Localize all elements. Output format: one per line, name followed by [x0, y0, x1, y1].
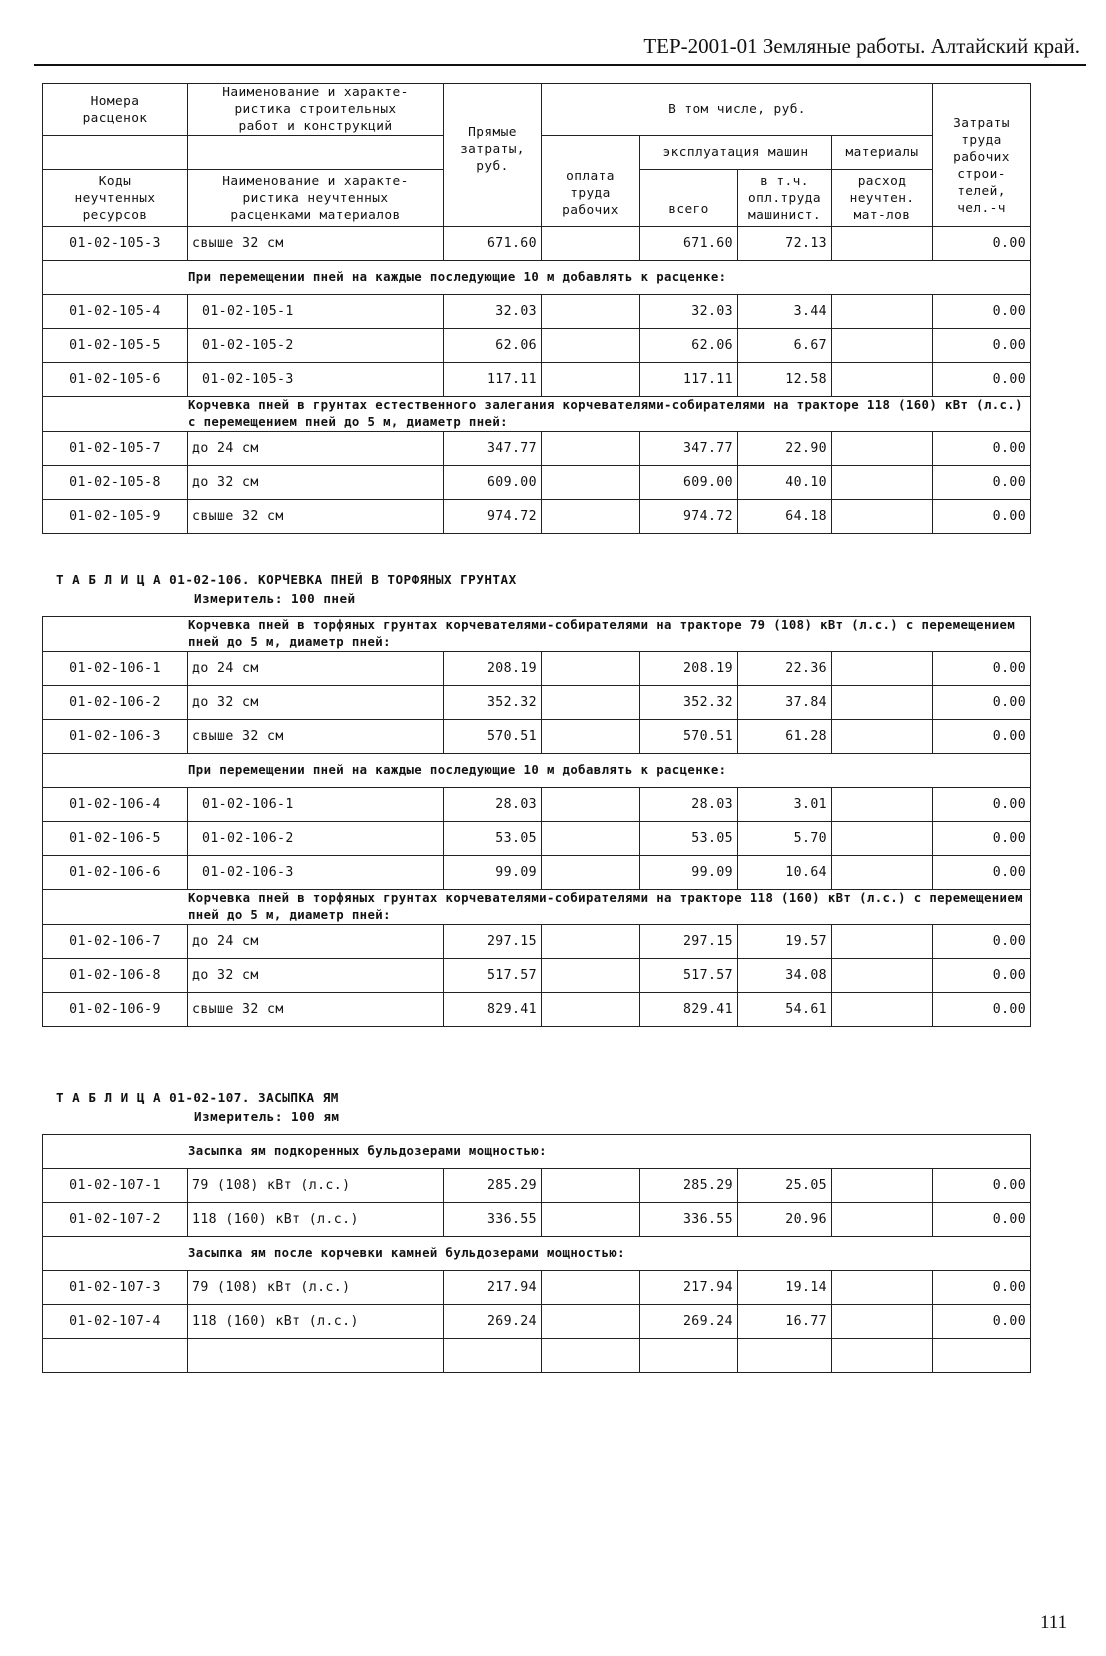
running-header: ТЕР-2001-01 Земляные работы. Алтайский край. [643, 34, 1080, 58]
rate-code-cell: 01-02-105-5 [43, 329, 188, 363]
row-group [43, 1135, 1031, 1169]
row-group [43, 1169, 1031, 1237]
operator-wages-cell: 6.67 [738, 329, 832, 363]
rate-code-cell: 01-02-106-4 [43, 788, 188, 822]
row-group [43, 295, 1031, 397]
materials-cell [832, 329, 933, 363]
materials-cell [832, 1203, 933, 1237]
table-row [43, 227, 1031, 261]
rate-code-cell: 01-02-105-9 [43, 500, 188, 534]
labor-costs-cell: 0.00 [933, 295, 1031, 329]
table-106-measure: Измеритель: 100 пней [194, 591, 356, 606]
machines-total-cell: 352.32 [640, 686, 738, 720]
table-row [43, 925, 1031, 959]
empty-cell [542, 1339, 640, 1373]
machines-total-cell: 28.03 [640, 788, 738, 822]
materials-cell [832, 822, 933, 856]
row-group [43, 227, 1031, 261]
empty-cell [640, 1339, 738, 1373]
operator-wages-cell: 22.90 [738, 432, 832, 466]
col-machines-total-header: всего [640, 170, 738, 227]
machines-total-cell: 347.77 [640, 432, 738, 466]
row-group [43, 788, 1031, 890]
operator-wages-cell: 54.61 [738, 993, 832, 1027]
labor-costs-cell: 0.00 [933, 466, 1031, 500]
work-name-cell: 01-02-105-3 [188, 363, 444, 397]
machines-total-cell: 117.11 [640, 363, 738, 397]
table-107-measure: Измеритель: 100 ям [194, 1109, 340, 1124]
direct-costs-cell: 517.57 [444, 959, 542, 993]
workers-wages-cell [542, 652, 640, 686]
materials-cell [832, 432, 933, 466]
labor-costs-cell: 0.00 [933, 500, 1031, 534]
machines-total-cell: 208.19 [640, 652, 738, 686]
operator-wages-cell: 16.77 [738, 1305, 832, 1339]
header-spacer [188, 136, 444, 170]
work-name-cell: до 32 см [188, 686, 444, 720]
table-row [43, 1305, 1031, 1339]
work-name-cell: 118 (160) кВт (л.с.) [188, 1305, 444, 1339]
table-row [43, 652, 1031, 686]
labor-costs-cell: 0.00 [933, 329, 1031, 363]
materials-cell [832, 500, 933, 534]
machines-total-cell: 671.60 [640, 227, 738, 261]
workers-wages-cell [542, 1203, 640, 1237]
table-107-title: Т А Б Л И Ц А 01-02-107. ЗАСЫПКА ЯМ [56, 1090, 339, 1105]
direct-costs-cell: 62.06 [444, 329, 542, 363]
materials-cell [832, 363, 933, 397]
workers-wages-cell [542, 500, 640, 534]
operator-wages-cell: 22.36 [738, 652, 832, 686]
workers-wages-cell [542, 1305, 640, 1339]
workers-wages-cell [542, 1271, 640, 1305]
labor-costs-cell: 0.00 [933, 686, 1031, 720]
col-work-name-header: Наименование и характе- ристика строительных работ и конструкций [188, 84, 444, 136]
rate-code-cell: 01-02-105-8 [43, 466, 188, 500]
operator-wages-cell: 19.57 [738, 925, 832, 959]
work-name-cell: до 32 см [188, 959, 444, 993]
labor-costs-cell: 0.00 [933, 432, 1031, 466]
operator-wages-cell: 34.08 [738, 959, 832, 993]
rate-code-cell: 01-02-106-2 [43, 686, 188, 720]
workers-wages-cell [542, 363, 640, 397]
empty-cell [738, 1339, 832, 1373]
operator-wages-cell: 25.05 [738, 1169, 832, 1203]
labor-costs-cell: 0.00 [933, 720, 1031, 754]
operator-wages-cell: 19.14 [738, 1271, 832, 1305]
table-row [43, 1169, 1031, 1203]
direct-costs-cell: 99.09 [444, 856, 542, 890]
col-rate-numbers-header: Номера расценок [43, 84, 188, 136]
machines-total-cell: 269.24 [640, 1305, 738, 1339]
empty-cell [43, 1339, 188, 1373]
work-name-cell: 01-02-106-2 [188, 822, 444, 856]
direct-costs-cell: 117.11 [444, 363, 542, 397]
table-106-caption [56, 570, 517, 608]
table-row [43, 1271, 1031, 1305]
materials-cell [832, 686, 933, 720]
machines-total-cell: 517.57 [640, 959, 738, 993]
rates-table-105 [42, 83, 1031, 534]
direct-costs-cell: 570.51 [444, 720, 542, 754]
direct-costs-cell: 269.24 [444, 1305, 542, 1339]
row-group [43, 432, 1031, 534]
rate-code-cell: 01-02-107-4 [43, 1305, 188, 1339]
row-group [43, 754, 1031, 788]
direct-costs-cell: 336.55 [444, 1203, 542, 1237]
table-106-title: Т А Б Л И Ц А 01-02-106. КОРЧЕВКА ПНЕЙ В ТОРФЯНЫХ ГРУНТАХ [56, 572, 517, 587]
rates-table-106 [42, 616, 1031, 1027]
rate-code-cell: 01-02-105-6 [43, 363, 188, 397]
row-group [43, 1237, 1031, 1271]
workers-wages-cell [542, 822, 640, 856]
labor-costs-cell: 0.00 [933, 925, 1031, 959]
workers-wages-cell [542, 432, 640, 466]
direct-costs-cell: 352.32 [444, 686, 542, 720]
labor-costs-cell: 0.00 [933, 1169, 1031, 1203]
machines-total-cell: 53.05 [640, 822, 738, 856]
rate-code-cell: 01-02-105-7 [43, 432, 188, 466]
work-name-cell: свыше 32 см [188, 720, 444, 754]
materials-cell [832, 1271, 933, 1305]
work-name-cell: свыше 32 см [188, 500, 444, 534]
machines-total-cell: 609.00 [640, 466, 738, 500]
col-labor-costs-header: Затраты труда рабочих строи- телей, чел.-ч [933, 84, 1031, 227]
work-name-cell: 79 (108) кВт (л.с.) [188, 1271, 444, 1305]
operator-wages-cell: 40.10 [738, 466, 832, 500]
direct-costs-cell: 28.03 [444, 788, 542, 822]
materials-cell [832, 959, 933, 993]
col-direct-costs-header: Прямые затраты, руб. [444, 84, 542, 227]
table-row [43, 329, 1031, 363]
table-row [43, 959, 1031, 993]
machines-total-cell: 99.09 [640, 856, 738, 890]
workers-wages-cell [542, 720, 640, 754]
group-title: Засыпка ям после корчевки камней бульдозерами мощностью: [43, 1237, 1031, 1271]
col-including-header: В том числе, руб. [542, 84, 933, 136]
group-title: Корчевка пней в грунтах естественного залегания корчевателями-собирателями на тракторе 118 (160) кВт (л.с.) с перемещением пней до 5 м, диаметр пней: [43, 397, 1031, 432]
workers-wages-cell [542, 295, 640, 329]
materials-cell [832, 925, 933, 959]
group-title: При перемещении пней на каждые последующие 10 м добавлять к расценке: [43, 754, 1031, 788]
machines-total-cell: 829.41 [640, 993, 738, 1027]
col-material-consumption-header: расход неучтен. мат-лов [832, 170, 933, 227]
materials-cell [832, 720, 933, 754]
work-name-cell: 01-02-106-1 [188, 788, 444, 822]
labor-costs-cell: 0.00 [933, 1271, 1031, 1305]
operator-wages-cell: 5.70 [738, 822, 832, 856]
header-rule [34, 64, 1086, 66]
group-title: Корчевка пней в торфяных грунтах корчевателями-собирателями на тракторе 79 (108) кВт (л.с.) с перемещением пней до 5 м, диаметр пней: [43, 617, 1031, 652]
row-group [43, 1271, 1031, 1339]
direct-costs-cell: 671.60 [444, 227, 542, 261]
machines-total-cell: 336.55 [640, 1203, 738, 1237]
rate-code-cell: 01-02-107-2 [43, 1203, 188, 1237]
workers-wages-cell [542, 959, 640, 993]
materials-cell [832, 1305, 933, 1339]
direct-costs-cell: 208.19 [444, 652, 542, 686]
empty-cell [933, 1339, 1031, 1373]
labor-costs-cell: 0.00 [933, 959, 1031, 993]
group-title: При перемещении пней на каждые последующие 10 м добавлять к расценке: [43, 261, 1031, 295]
operator-wages-cell: 12.58 [738, 363, 832, 397]
table-107-caption [56, 1088, 339, 1126]
work-name-cell: 01-02-105-1 [188, 295, 444, 329]
workers-wages-cell [542, 1169, 640, 1203]
machines-total-cell: 974.72 [640, 500, 738, 534]
operator-wages-cell: 37.84 [738, 686, 832, 720]
work-name-cell: 01-02-105-2 [188, 329, 444, 363]
table-row [43, 856, 1031, 890]
row-group [43, 925, 1031, 1027]
col-resource-codes-header: Коды неучтенных ресурсов [43, 170, 188, 227]
workers-wages-cell [542, 329, 640, 363]
empty-cell [444, 1339, 542, 1373]
table-row [43, 720, 1031, 754]
rate-code-cell: 01-02-106-6 [43, 856, 188, 890]
col-material-names-header: Наименование и характе- ристика неучтенных расценками материалов [188, 170, 444, 227]
rate-code-cell: 01-02-105-4 [43, 295, 188, 329]
row-group [43, 617, 1031, 652]
materials-cell [832, 993, 933, 1027]
labor-costs-cell: 0.00 [933, 993, 1031, 1027]
materials-cell [832, 227, 933, 261]
table-row [43, 432, 1031, 466]
table-row [43, 295, 1031, 329]
direct-costs-cell: 974.72 [444, 500, 542, 534]
materials-cell [832, 466, 933, 500]
table-row [43, 500, 1031, 534]
col-wages-header: оплата труда рабочих [542, 136, 640, 227]
col-machines-header: эксплуатация машин [640, 136, 832, 170]
workers-wages-cell [542, 856, 640, 890]
labor-costs-cell: 0.00 [933, 1203, 1031, 1237]
rate-code-cell: 01-02-106-3 [43, 720, 188, 754]
workers-wages-cell [542, 993, 640, 1027]
header-spacer [43, 136, 188, 170]
labor-costs-cell: 0.00 [933, 1305, 1031, 1339]
workers-wages-cell [542, 686, 640, 720]
rate-code-cell: 01-02-106-8 [43, 959, 188, 993]
workers-wages-cell [542, 227, 640, 261]
table-row [43, 788, 1031, 822]
row-group [43, 397, 1031, 432]
operator-wages-cell: 72.13 [738, 227, 832, 261]
materials-cell [832, 652, 933, 686]
rate-code-cell: 01-02-106-1 [43, 652, 188, 686]
empty-cell [188, 1339, 444, 1373]
workers-wages-cell [542, 466, 640, 500]
operator-wages-cell: 3.44 [738, 295, 832, 329]
materials-cell [832, 295, 933, 329]
workers-wages-cell [542, 925, 640, 959]
materials-cell [832, 856, 933, 890]
work-name-cell: свыше 32 см [188, 993, 444, 1027]
operator-wages-cell: 3.01 [738, 788, 832, 822]
row-group [43, 1339, 1031, 1373]
work-name-cell: до 24 см [188, 652, 444, 686]
work-name-cell: свыше 32 см [188, 227, 444, 261]
machines-total-cell: 217.94 [640, 1271, 738, 1305]
work-name-cell: до 24 см [188, 925, 444, 959]
direct-costs-cell: 32.03 [444, 295, 542, 329]
page-number: 111 [1040, 1612, 1068, 1633]
rate-code-cell: 01-02-107-1 [43, 1169, 188, 1203]
labor-costs-cell: 0.00 [933, 363, 1031, 397]
table-row [43, 686, 1031, 720]
table-row [43, 993, 1031, 1027]
row-group [43, 261, 1031, 295]
operator-wages-cell: 10.64 [738, 856, 832, 890]
rate-code-cell: 01-02-106-7 [43, 925, 188, 959]
machines-total-cell: 285.29 [640, 1169, 738, 1203]
labor-costs-cell: 0.00 [933, 788, 1031, 822]
direct-costs-cell: 285.29 [444, 1169, 542, 1203]
row-group [43, 652, 1031, 754]
empty-cell [832, 1339, 933, 1373]
work-name-cell: до 24 см [188, 432, 444, 466]
rate-code-cell: 01-02-106-9 [43, 993, 188, 1027]
row-group [43, 890, 1031, 925]
direct-costs-cell: 297.15 [444, 925, 542, 959]
direct-costs-cell: 829.41 [444, 993, 542, 1027]
table-row [43, 466, 1031, 500]
labor-costs-cell: 0.00 [933, 652, 1031, 686]
labor-costs-cell: 0.00 [933, 822, 1031, 856]
operator-wages-cell: 20.96 [738, 1203, 832, 1237]
machines-total-cell: 62.06 [640, 329, 738, 363]
rate-code-cell: 01-02-105-3 [43, 227, 188, 261]
table-row [43, 822, 1031, 856]
table-header [43, 84, 1031, 227]
operator-wages-cell: 64.18 [738, 500, 832, 534]
work-name-cell: до 32 см [188, 466, 444, 500]
rates-table-107 [42, 1134, 1031, 1373]
rate-code-cell: 01-02-107-3 [43, 1271, 188, 1305]
materials-cell [832, 1169, 933, 1203]
machines-total-cell: 32.03 [640, 295, 738, 329]
labor-costs-cell: 0.00 [933, 227, 1031, 261]
work-name-cell: 79 (108) кВт (л.с.) [188, 1169, 444, 1203]
labor-costs-cell: 0.00 [933, 856, 1031, 890]
col-materials-header: материалы [832, 136, 933, 170]
table-row [43, 363, 1031, 397]
rate-code-cell: 01-02-106-5 [43, 822, 188, 856]
materials-cell [832, 788, 933, 822]
direct-costs-cell: 347.77 [444, 432, 542, 466]
direct-costs-cell: 609.00 [444, 466, 542, 500]
work-name-cell: 01-02-106-3 [188, 856, 444, 890]
workers-wages-cell [542, 788, 640, 822]
direct-costs-cell: 53.05 [444, 822, 542, 856]
direct-costs-cell: 217.94 [444, 1271, 542, 1305]
machines-total-cell: 297.15 [640, 925, 738, 959]
col-operator-wages-header: в т.ч. опл.труда машинист. [738, 170, 832, 227]
group-title: Засыпка ям подкоренных бульдозерами мощностью: [43, 1135, 1031, 1169]
work-name-cell: 118 (160) кВт (л.с.) [188, 1203, 444, 1237]
group-title: Корчевка пней в торфяных грунтах корчевателями-собирателями на тракторе 118 (160) кВт (л.с.) с перемещением пней до 5 м, диаметр пней: [43, 890, 1031, 925]
table-row [43, 1203, 1031, 1237]
machines-total-cell: 570.51 [640, 720, 738, 754]
operator-wages-cell: 61.28 [738, 720, 832, 754]
